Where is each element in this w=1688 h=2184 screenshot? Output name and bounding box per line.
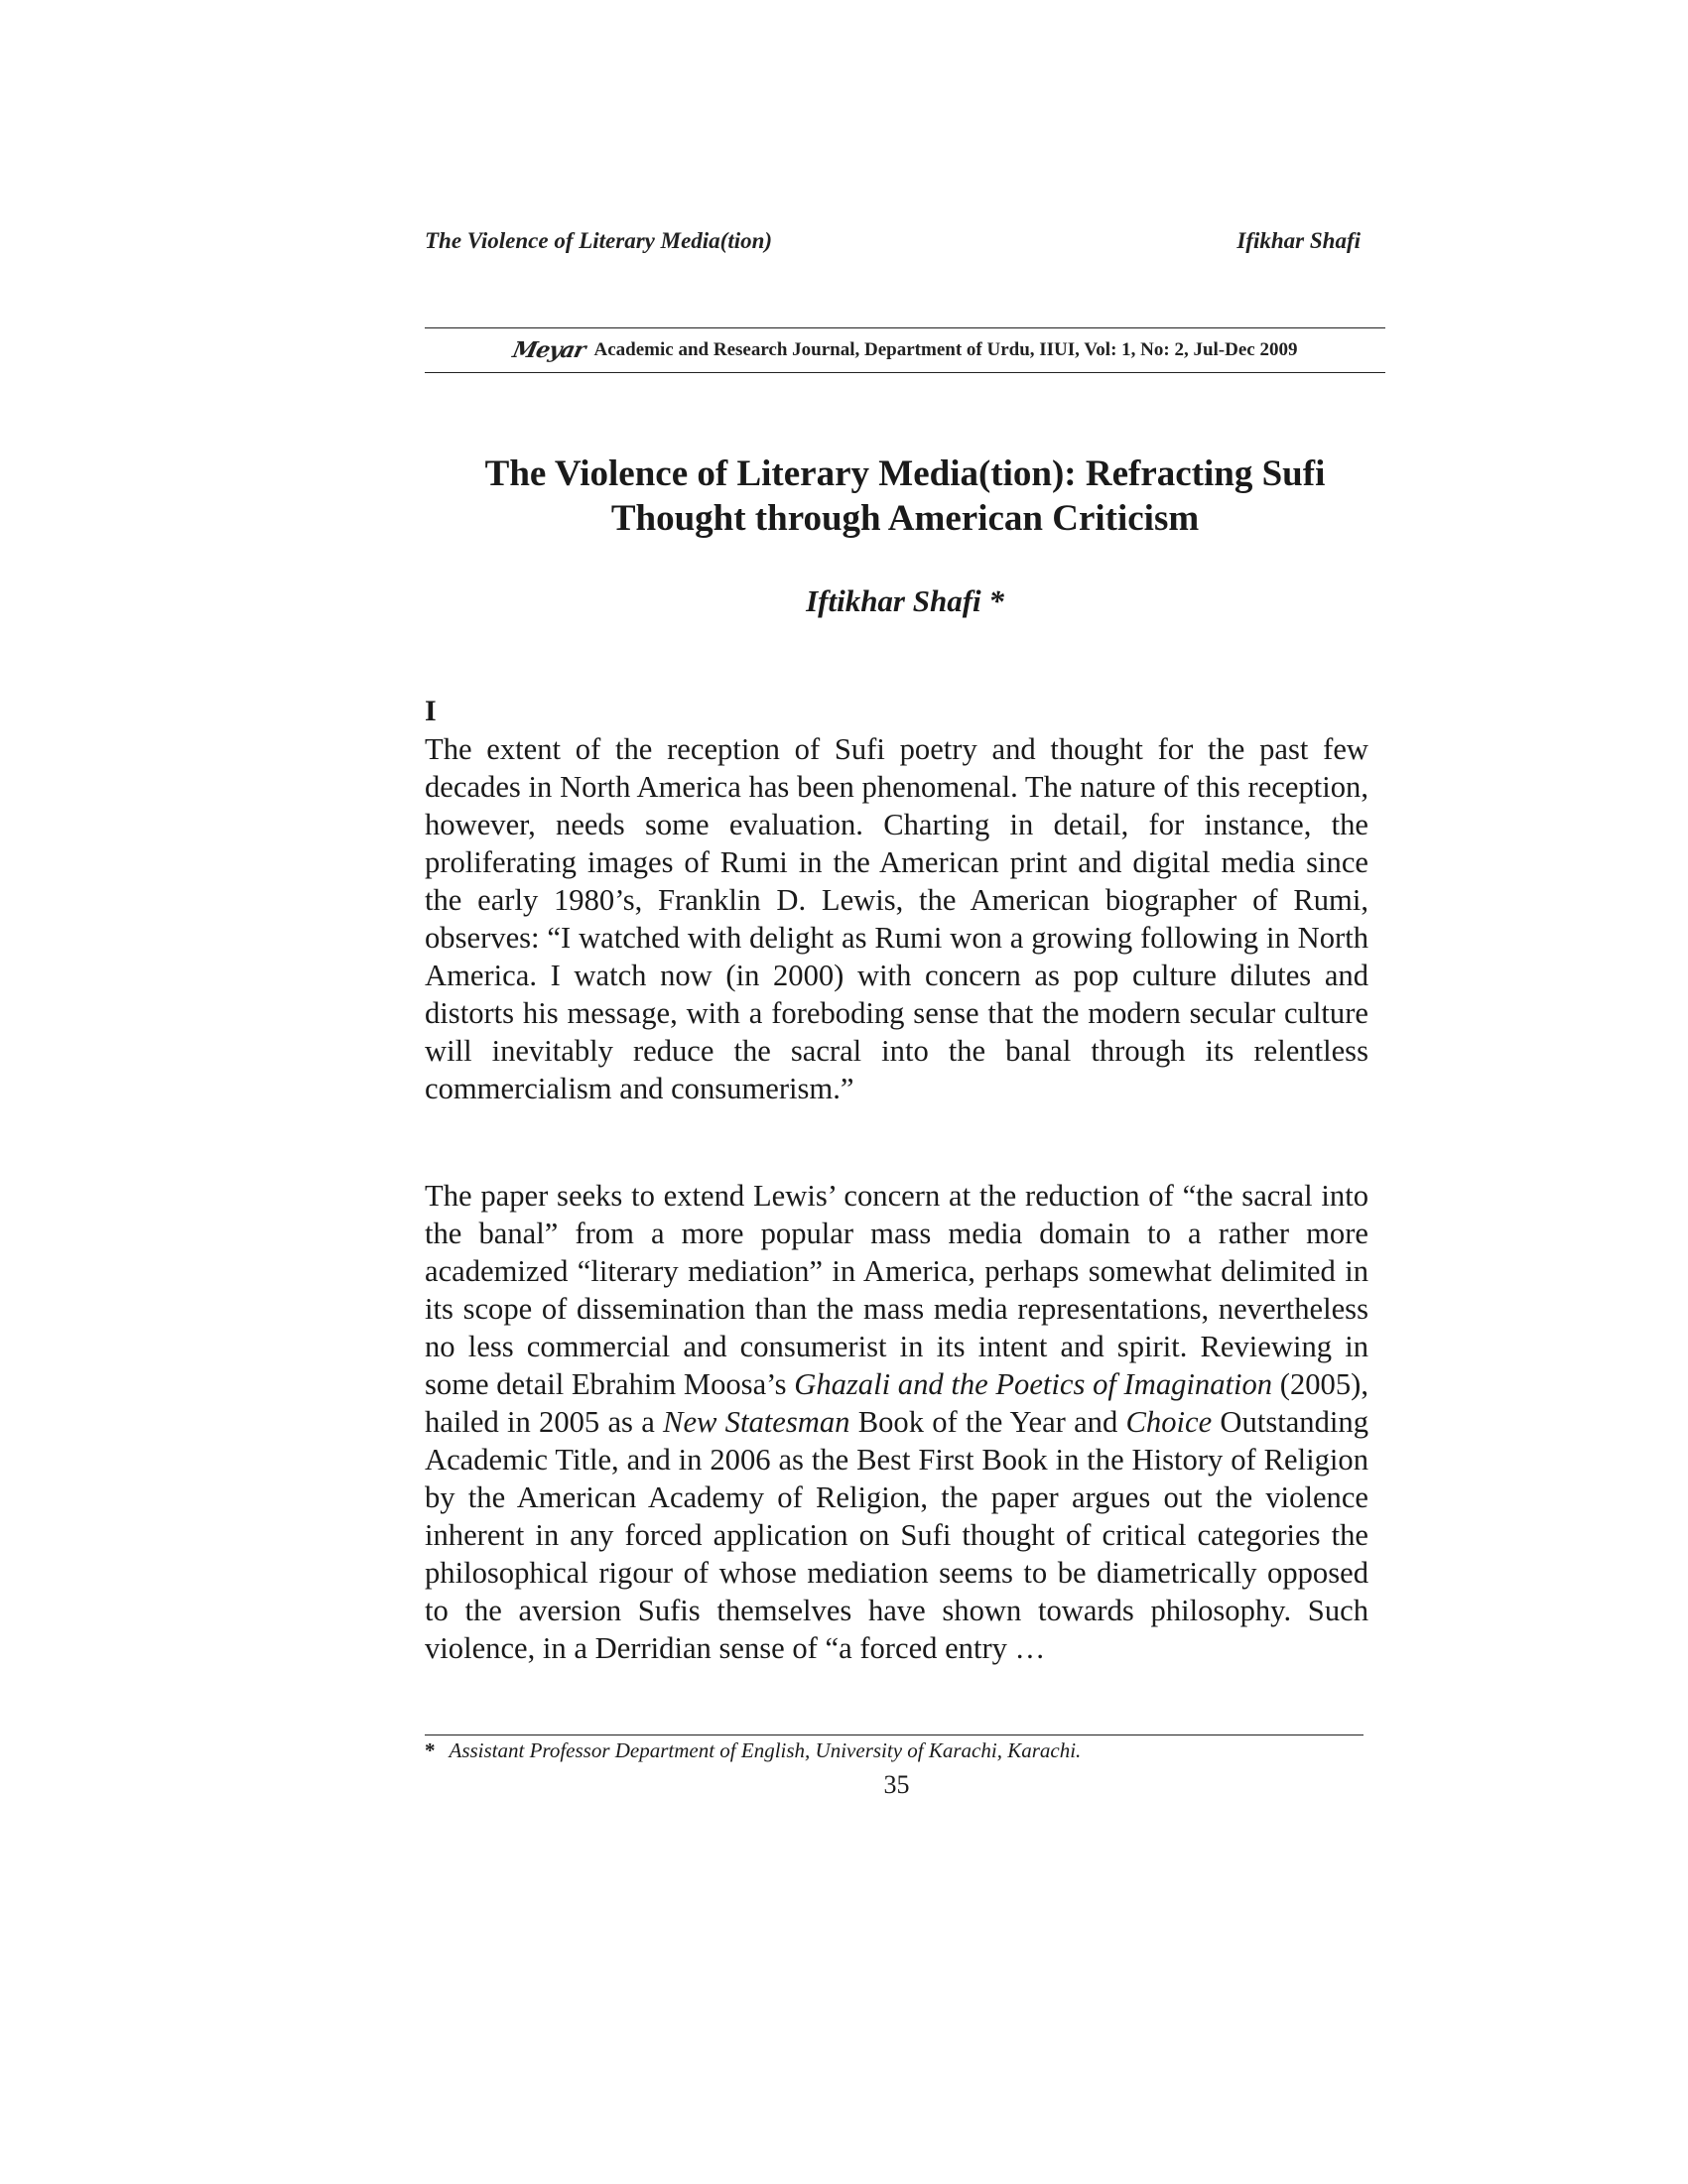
footnote-mark: *: [425, 1738, 436, 1762]
article-title-line-2: Thought through American Criticism: [610, 498, 1200, 539]
paragraph-2-text: The paper seeks to extend Lewis’ concern at the reduction of “the sacral into the banal” from a more popular mass media domain to a rather more academized “literary mediation” in America, perhaps somewhat delimited in its scope of dissemination than the mass media representations, nevertheless no less commercial and consumerist in its intent and spirit. Reviewing in some detail Ebrahim Moosa’s: [425, 1179, 1368, 1401]
footnote: [425, 1738, 1081, 1763]
paragraph-2-text: Book of the Year and: [849, 1405, 1126, 1439]
footnote-divider: [425, 1734, 1363, 1735]
publication-name-italic: Choice: [1125, 1405, 1213, 1439]
page-number: 35: [883, 1770, 910, 1799]
footnote-text: Assistant Professor Department of English, University of Karachi, Karachi.: [449, 1738, 1082, 1762]
article-title: [425, 451, 1385, 541]
journal-masthead: [425, 327, 1385, 373]
publication-name-italic: New Statesman: [663, 1405, 850, 1439]
paragraph-2-text: (2005), hailed in 2005 as a: [425, 1367, 1368, 1439]
book-title-italic: Ghazali and the Poetics of Imagination: [794, 1367, 1273, 1401]
journal-logo: Meyar: [509, 337, 587, 363]
running-header-title: The Violence of Literary Media(tion): [425, 228, 773, 253]
paragraph-2-text: Outstanding Academic Title, and in 2006 as the Best First Book in the History of Religion by the American Academy of Religion, the paper argues out the violence inherent in any forced application on Sufi thought of critical categories the philosophical rigour of whose mediation seems to be diametrically opposed to the aversion Sufis themselves have shown towards philosophy. Such violence, in a Derridian sense of “a forced entry …: [425, 1405, 1368, 1665]
section-heading: I: [425, 695, 437, 727]
body-paragraph-2: [425, 1177, 1368, 1667]
journal-info-line: Academic and Research Journal, Department of Urdu, IIUI, Vol: 1, No: 2, Jul-Dec 2009: [593, 339, 1298, 360]
running-header-author: Ifikhar Shafi: [1236, 228, 1361, 253]
article-title-line-1: The Violence of Literary Media(tion): Refracting Sufi: [484, 453, 1326, 494]
body-paragraph-1: The extent of the reception of Sufi poetry and thought for the past few decades in North America has been phenomenal. The nature of this reception, however, needs some evaluation. Charting in detail, for instance, the proliferating images of Rumi in the American print and digital media since the early 1980’s, Franklin D. Lewis, the American biographer of Rumi, observes: “I watched with delight as Rumi won a growing following in North America. I watch now (in 2000) with concern as pop culture dilutes and distorts his message, with a foreboding sense that the modern secular culture will inevitably reduce the sacral into the banal through its relentless commercialism and consumerism.”: [425, 732, 1368, 1105]
article-author: Iftikhar Shafi *: [806, 583, 1004, 618]
